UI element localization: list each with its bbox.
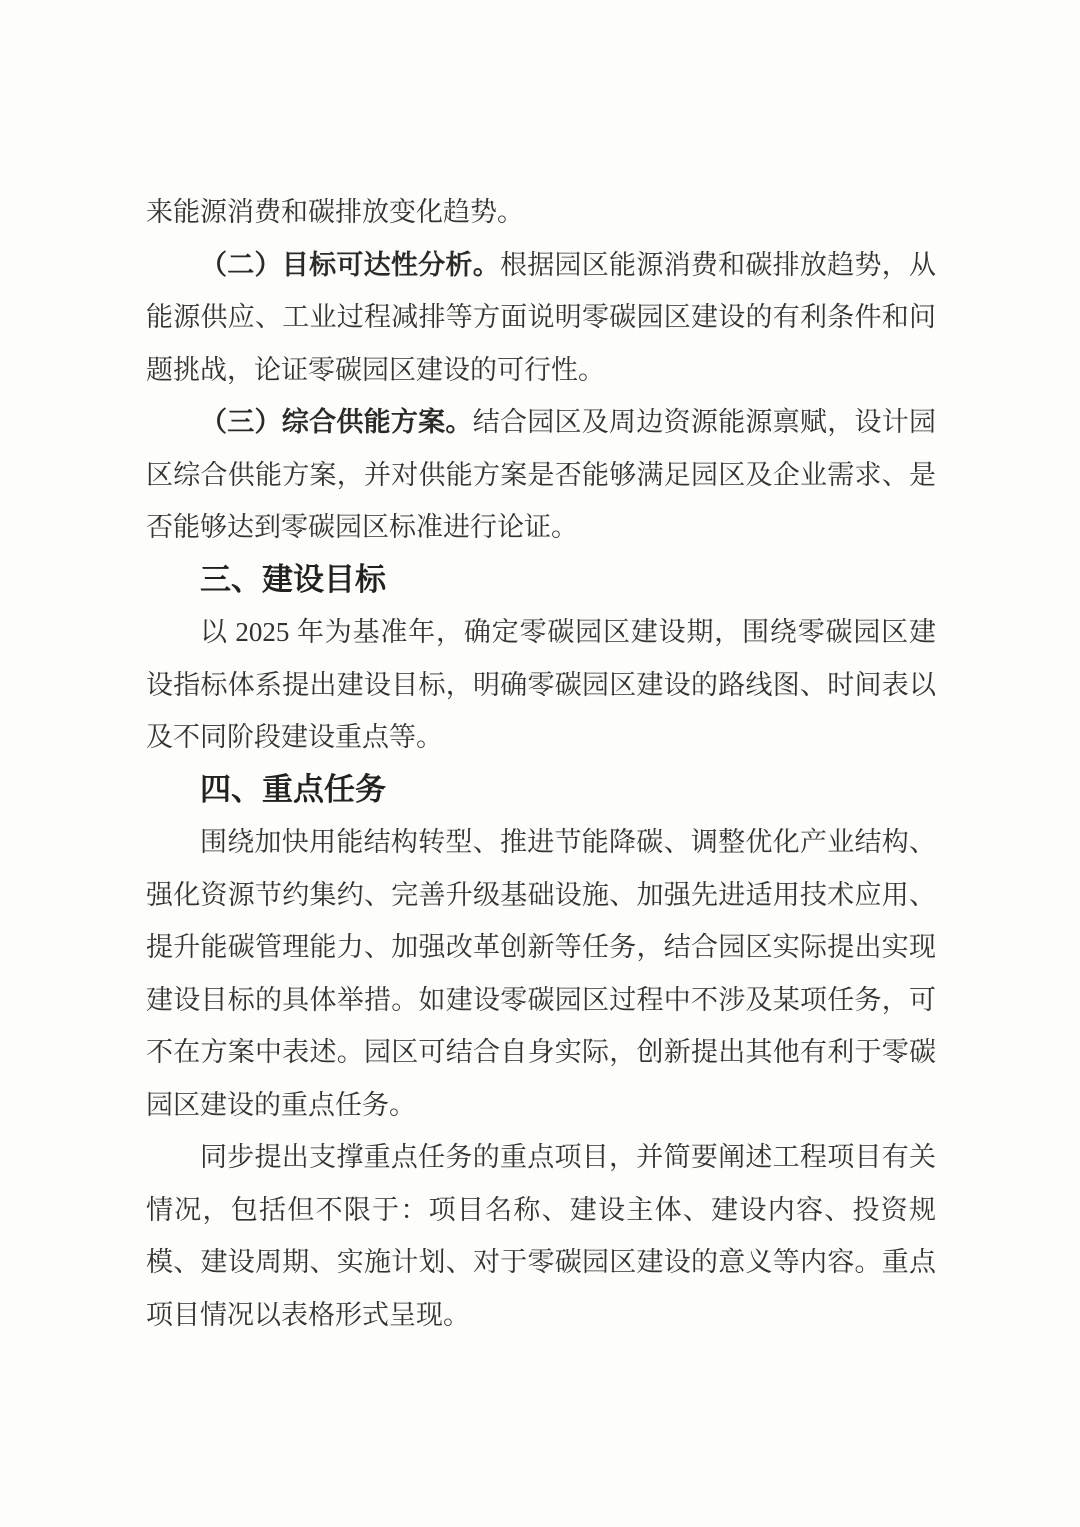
section-heading-construction-goals: 三、建设目标 [200, 561, 386, 597]
paragraph-key-tasks: 围绕加快用能结构转型、推进节能降碳、调整优化产业结构、强化资源节约集约、完善升级基础设施、加强先进适用技术应用、提升能碳管理能力、加强改革创新等任务，结合园区实际提出实现建设目标的具体举措。如建设零碳园区过程中不涉及某项任务，可不在方案中表述。园区可结合自身实际，创新提出其他有利于零碳园区建设的重点任务。 [146, 827, 936, 1120]
section-heading-key-tasks: 四、重点任务 [200, 771, 386, 807]
paragraph-key-projects: 同步提出支撑重点任务的重点项目，并简要阐述工程项目有关情况，包括但不限于：项目名称、建设主体、建设内容、投资规模、建设周期、实施计划、对于零碳园区建设的意义等内容。重点项目情况以表格形式呈现。 [146, 1142, 936, 1330]
paragraph-text: 根据园区能源消费和碳排放趋势，从能源供应、工业过程减排等方面说明零碳园区建设的有利条件和问题挑战，论证零碳园区建设的可行性。 [146, 249, 937, 385]
paragraph-lead-bold: （三）综合供能方案。 [200, 407, 473, 437]
paragraph-text: 结合园区及周边资源能源禀赋，设计园区综合供能方案，并对供能方案是否能够满足园区及企业需求、是否能够达到零碳园区标准进行论证。 [146, 407, 937, 542]
paragraph-continuation [146, 186, 936, 239]
paragraph-lead-bold: （二）目标可达性分析。 [200, 249, 500, 280]
paragraph-integrated-energy-supply-plan [146, 396, 936, 554]
paragraph-goal-reachability-analysis [146, 239, 936, 397]
document-body [146, 186, 936, 1341]
paragraph-text: 来能源消费和碳排放变化趋势。 [146, 197, 524, 227]
paragraph-construction-goals: 以 2025 年为基准年，确定零碳园区建设期，围绕零碳园区建设指标体系提出建设目标，明确零碳园区建设的路线图、时间表以及不同阶段建设重点等。 [146, 617, 936, 752]
